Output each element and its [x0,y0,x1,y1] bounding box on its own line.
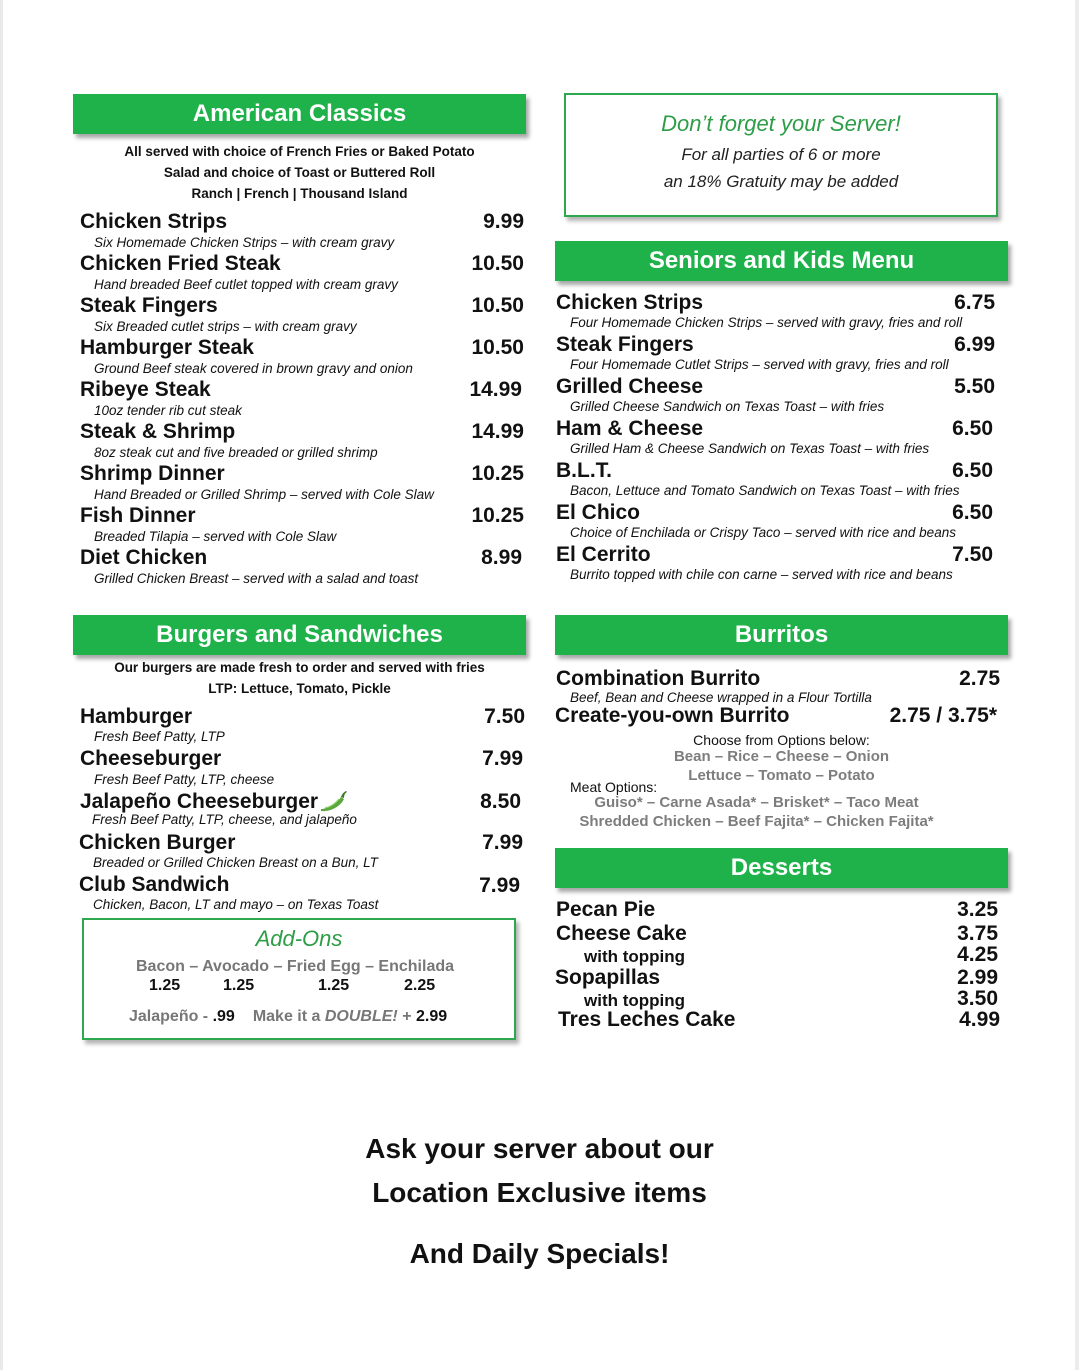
item-name: Steak Fingers [80,294,218,317]
addon-price-fried-egg: 1.25 [318,977,350,994]
item-price: 3.50 [957,987,998,1010]
item-name: Ham & Cheese [556,417,704,440]
item-description: Breaded or Grilled Chicken Breast on a Bun, LT [93,855,378,870]
item-name: Hamburger [80,705,193,728]
burrito-options-1: Bean – Rice – Cheese – Onion [673,748,890,765]
american-note-1: All served with choice of French Fries or Baked Potato [124,144,475,159]
addon-double-word: DOUBLE! [324,1008,398,1025]
item-price: 6.99 [954,333,995,356]
item-price: 10.50 [471,294,524,317]
item-name: Hamburger Steak [80,336,254,359]
addons-box [82,918,516,1040]
item-description: Hand breaded Beef cutlet topped with cream gravy [94,277,398,292]
item-price: 14.99 [469,378,522,401]
server-reminder-line-1: For all parties of 6 or more [681,145,881,164]
item-price: 10.25 [471,504,524,527]
addon-double-price: 2.99 [415,1008,448,1025]
item-name: Ribeye Steak [80,378,211,401]
item-description: Choice of Enchilada or Crispy Taco – served with rice and beans [570,525,956,540]
item-name: El Cerrito [556,543,651,566]
item-name: Diet Chicken [80,546,208,569]
item-price: 6.75 [954,291,995,314]
jalapeno-icon [318,790,348,812]
burritos-banner [555,615,1008,655]
item-description: Burrito topped with chile con carne – served with rice and beans [570,567,953,582]
burgers-banner [73,615,526,655]
american-classics-banner [73,94,526,134]
item-name: Shrimp Dinner [80,462,225,485]
seniors-kids-title: Seniors and Kids Menu [648,247,915,274]
item-price: 6.50 [952,501,993,524]
item-name: Steak Fingers [556,333,694,356]
item-name: Pecan Pie [556,898,656,921]
burgers-note-1: Our burgers are made fresh to order and served with fries [114,660,485,675]
footer-line-1: Ask your server about our [365,1133,714,1164]
item-name: Combination Burrito [556,667,761,690]
item-price: 4.25 [957,943,998,966]
item-description: Four Homemade Chicken Strips – served with gravy, fries and roll [570,315,963,330]
item-name: B.L.T. [556,459,612,482]
american-note-2: Salad and choice of Toast or Buttered Roll [163,165,436,180]
item-description: Four Homemade Cutlet Strips – served with gravy, fries and roll [570,357,949,372]
item-price: 8.99 [481,546,522,569]
addon-price-bacon: 1.25 [149,977,181,994]
server-reminder-line-2: an 18% Gratuity may be added [663,172,899,191]
item-price: 10.25 [471,462,524,485]
item-price: 3.75 [957,922,998,945]
burgers-title: Burgers and Sandwiches [156,621,443,648]
item-description: Hand Breaded or Grilled Shrimp – served with Cole Slaw [94,487,434,502]
addons-extras-line [129,1008,447,1026]
burgers-note-2: LTP: Lettuce, Tomato, Pickle [208,681,391,696]
burritos-title: Burritos [734,621,829,648]
burrito-meat-options-2: Shredded Chicken – Beef Fajita* – Chicken Fajita* [579,813,934,830]
item-name: El Chico [556,501,641,524]
addon-double-prefix: Make it a [252,1008,325,1025]
item-price: 6.50 [952,459,993,482]
item-price: 7.99 [482,831,523,854]
item-name: Sopapillas [555,966,661,989]
item-name: Chicken Strips [80,210,228,233]
item-price: 2.75 [959,667,1000,690]
item-price: 8.50 [480,790,521,813]
item-price: 10.50 [471,252,524,275]
item-name: Jalapeño Cheeseburger [80,790,319,813]
item-price: 6.50 [952,417,993,440]
footer-line-3: And Daily Specials! [409,1238,670,1269]
seniors-kids-banner [555,241,1008,281]
item-price: 9.99 [483,210,524,233]
burrito-meat-options-1: Guiso* – Carne Asada* – Brisket* – Taco Meat [594,794,919,811]
desserts-banner [555,848,1008,888]
item-description: Chicken, Bacon, LT and mayo – on Texas Toast [93,897,379,912]
american-note-3: Ranch | French | Thousand Island [191,186,408,201]
item-description: Six Homemade Chicken Strips – with cream gravy [94,235,395,250]
addon-price-avocado: 1.25 [223,977,255,994]
item-price: 2.99 [957,966,998,989]
burrito-options-2: Lettuce – Tomato – Potato [688,767,875,784]
item-name: with topping [584,947,686,966]
item-name: with topping [584,991,686,1010]
addon-double-plus: + [397,1008,416,1025]
item-name: Cheese Cake [556,922,687,945]
item-description: Six Breaded cutlet strips – with cream gravy [94,319,357,334]
item-price: 10.50 [471,336,524,359]
addon-price-enchilada: 2.25 [404,977,436,994]
burrito-meat-label: Meat Options: [570,779,658,795]
item-description: Grilled Chicken Breast – served with a salad and toast [94,571,419,586]
item-name: Grilled Cheese [556,375,704,398]
item-price: 7.99 [482,747,523,770]
item-price: 4.99 [959,1008,1000,1031]
american-classics-title: American Classics [192,100,407,127]
item-name: Create-you-own Burrito [555,704,790,727]
item-description: Fresh Beef Patty, LTP, cheese, and jalapeño [92,812,357,827]
item-name: Chicken Strips [556,291,704,314]
item-price: 7.50 [484,705,525,728]
addon-jalapeno-label: Jalapeño - [129,1008,213,1025]
item-name: Chicken Burger [79,831,236,854]
item-price: 3.25 [957,898,998,921]
item-description: Ground Beef steak covered in brown gravy and onion [94,361,413,376]
item-description: Beef, Bean and Cheese wrapped in a Flour Tortilla [570,690,872,705]
addon-jalapeno-price: .99 [212,1008,235,1025]
item-description: Fresh Beef Patty, LTP, cheese [94,772,275,787]
item-name: Tres Leches Cake [558,1008,736,1031]
item-price: 14.99 [471,420,524,443]
item-description: Breaded Tilapia – served with Cole Slaw [94,529,337,544]
burrito-choose-label: Choose from Options below: [693,732,870,748]
item-price: 5.50 [954,375,995,398]
item-name: Club Sandwich [79,873,230,896]
item-name: Fish Dinner [80,504,196,527]
item-price: 2.75 / 3.75* [889,704,997,727]
footer-line-2: Location Exclusive items [372,1177,707,1208]
item-description: 8oz steak cut and five breaded or grilled shrimp [94,445,378,460]
addons-items: Bacon – Avocado – Fried Egg – Enchilada [136,958,455,975]
item-price: 7.99 [479,874,520,897]
item-description: Fresh Beef Patty, LTP [94,729,225,744]
item-description: Bacon, Lettuce and Tomato Sandwich on Texas Toast – with fries [570,483,960,498]
item-description: Grilled Ham & Cheese Sandwich on Texas Toast – with fries [570,441,930,456]
item-description: Grilled Cheese Sandwich on Texas Toast – with fries [570,399,885,414]
item-description: 10oz tender rib cut steak [94,403,242,418]
server-reminder-title: Don’t forget your Server! [661,111,901,136]
item-name: Chicken Fried Steak [80,252,281,275]
item-name: Steak & Shrimp [80,420,236,443]
desserts-title: Desserts [730,854,833,881]
item-name: Cheeseburger [80,747,222,770]
item-price: 7.50 [952,543,993,566]
addons-title: Add-Ons [255,926,343,951]
server-reminder-box [564,93,998,217]
